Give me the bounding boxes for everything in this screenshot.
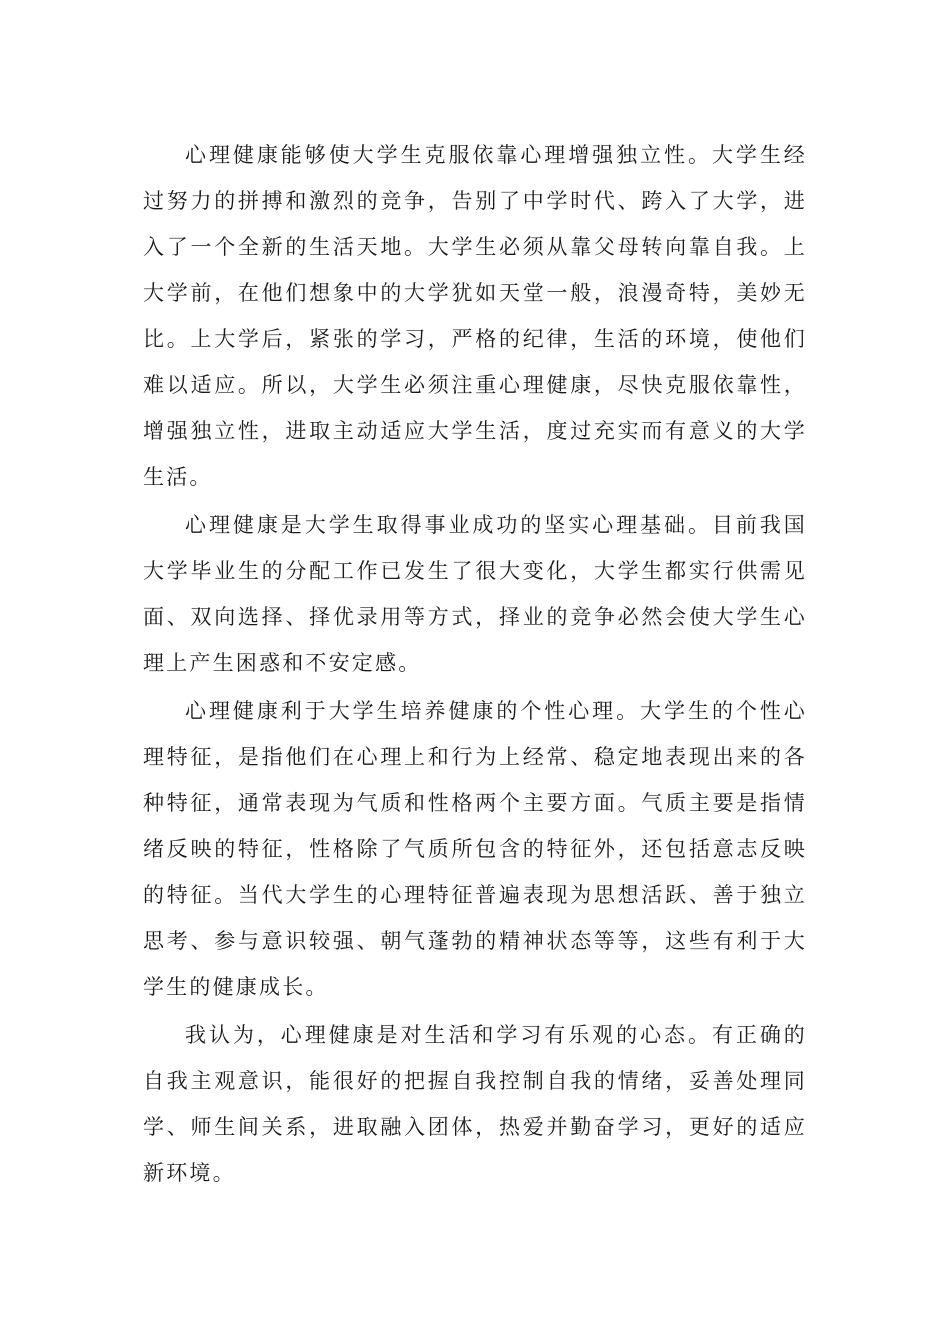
paragraph-personality: 心理健康利于大学生培养健康的个性心理。大学生的个性心理特征，是指他们在心理上和行为上经常、稳定地表现出来的各种特征，通常表现为气质和性格两个主要方面。气质主要是指情绪反映的特征，性格除了气质所包含的特征外，还包括意志反映的特征。当代大学生的心理特征普遍表现为思想活跃、善于独立思考、参与意识较强、朝气蓬勃的精神状态等等，这些有利于大学生的健康成长。 xyxy=(143,699,807,999)
paragraph-conclusion: 我认为，心理健康是对生活和学习有乐观的心态。有正确的自我主观意识，能很好的把握自我控制自我的情绪，妥善处理同学、师生间关系，进取融入团体，热爱并勤奋学习，更好的适应新环境。 xyxy=(143,1023,807,1185)
paragraph-career-foundation: 心理健康是大学生取得事业成功的坚实心理基础。目前我国大学毕业生的分配工作已发生了很大变化，大学生都实行供需见面、双向选择、择优录用等方式，择业的竞争必然会使大学生心理上产生困惑和不安定感。 xyxy=(143,513,807,675)
paragraph-independence: 心理健康能够使大学生克服依靠心理增强独立性。大学生经过努力的拼搏和激烈的竞争，告别了中学时代、跨入了大学，进入了一个全新的生活天地。大学生必须从靠父母转向靠自我。上大学前，在他们想象中的大学犹如天堂一般，浪漫奇特，美妙无比。上大学后，紧张的学习，严格的纪律，生活的环境，使他们难以适应。所以，大学生必须注重心理健康，尽快克服依靠性，增强独立性，进取主动适应大学生活，度过充实而有意义的大学生活。 xyxy=(143,143,807,489)
document-body xyxy=(143,132,807,1196)
